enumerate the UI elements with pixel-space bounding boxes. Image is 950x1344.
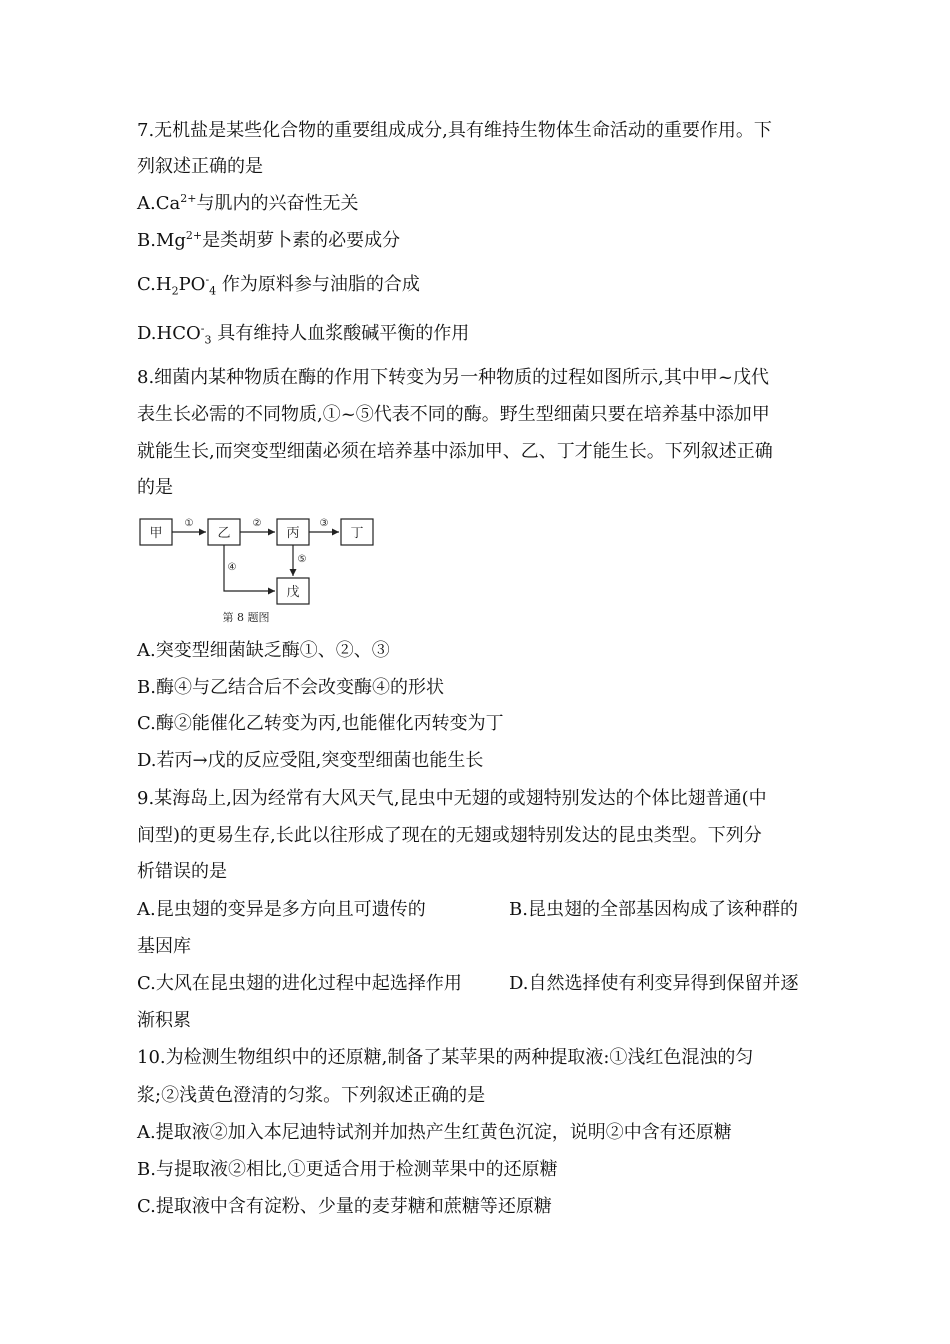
node-bing: 丙 <box>286 526 300 541</box>
node-jia: 甲 <box>149 526 163 541</box>
q9-stem-line2: 间型)的更易生存,长此以往形成了现在的无翅或翅特别发达的昆虫类型。下列分 <box>137 825 762 846</box>
q8-option-a: A.突变型细菌缺乏酶①、②、③ <box>137 640 390 661</box>
q10-option-b: B.与提取液②相比,①更适合用于检测苹果中的还原糖 <box>137 1159 558 1180</box>
q10-option-a: A.提取液②加入本尼迪特试剂并加热产生红黄色沉淀，说明②中含有还原糖 <box>137 1122 732 1143</box>
q7-option-c: $C.H_2PO^-_4$ 作为原料参与油脂的合成 <box>137 273 420 298</box>
q8-stem-line2: 表生长必需的不同物质,①~⑤代表不同的酶。野生型细菌只要在培养基中添加甲 <box>137 404 770 425</box>
enzyme-5-label: ⑤ <box>297 554 307 565</box>
q9-option-d-line1: D.自然选择使有利变异得到保留并逐 <box>509 973 799 994</box>
q7-option-d: $D.HCO^-_3$ 具有维持人血浆酸碱平衡的作用 <box>137 322 470 347</box>
q9-stem-line3: 析错误的是 <box>137 861 227 882</box>
enzyme-3-label: ③ <box>319 518 329 529</box>
q9-option-c: C.大风在昆虫翅的进化过程中起选择作用 <box>137 973 462 994</box>
q7-stem-line2: 列叙述正确的是 <box>137 156 263 177</box>
q10-stem-line1: 10.为检测生物组织中的还原糖,制备了某苹果的两种提取液:①浅红色混浊的匀 <box>137 1047 754 1068</box>
q8-stem-line3: 就能生长,而突变型细菌必须在培养基中添加甲、乙、丁才能生长。下列叙述正确 <box>137 441 773 462</box>
q8-stem-line1: 8.细菌内某种物质在酶的作用下转变为另一种物质的过程如图所示,其中甲~戊代 <box>137 367 769 388</box>
q8-option-d: D.若丙→戊的反应受阻,突变型细菌也能生长 <box>137 750 484 771</box>
q7-option-a: $A.Ca^{2+}$与肌内的兴奋性无关 <box>137 192 359 214</box>
q7-option-b: $B.Mg^{2+}$是类胡萝卜素的必要成分 <box>137 229 401 251</box>
q8-option-c: C.酶②能催化乙转变为丙,也能催化丙转变为丁 <box>137 713 504 734</box>
q9-option-b-line1: B.昆虫翅的全部基因构成了该种群的 <box>509 899 798 920</box>
enzyme-2-label: ② <box>252 518 262 529</box>
q10-option-c: C.提取液中含有淀粉、少量的麦芽糖和蔗糖等还原糖 <box>137 1196 552 1217</box>
q9-option-d-line2: 渐积累 <box>137 1010 191 1031</box>
node-wu: 戊 <box>286 585 300 600</box>
diagram-caption: 第 8 题图 <box>222 611 270 624</box>
node-yi: 乙 <box>217 526 231 541</box>
q8-pathway-diagram <box>136 508 381 626</box>
q7-stem-line1: 7.无机盐是某些化合物的重要组成成分,具有维持生物体生命活动的重要作用。下 <box>137 120 772 141</box>
enzyme-4-label: ④ <box>227 562 237 573</box>
q8-stem-line4: 的是 <box>137 477 173 498</box>
q8-option-b: B.酶④与乙结合后不会改变酶④的形状 <box>137 677 444 698</box>
q9-option-a: A.昆虫翅的变异是多方向且可遗传的 <box>137 899 426 920</box>
q10-stem-line2: 浆;②浅黄色澄清的匀浆。下列叙述正确的是 <box>137 1085 486 1106</box>
q9-stem-line1: 9.某海岛上,因为经常有大风天气,昆虫中无翅的或翅特别发达的个体比翅普通(中 <box>137 788 767 809</box>
enzyme-1-label: ① <box>184 518 194 529</box>
node-ding: 丁 <box>350 526 364 541</box>
q9-option-b-line2: 基因库 <box>137 936 191 957</box>
